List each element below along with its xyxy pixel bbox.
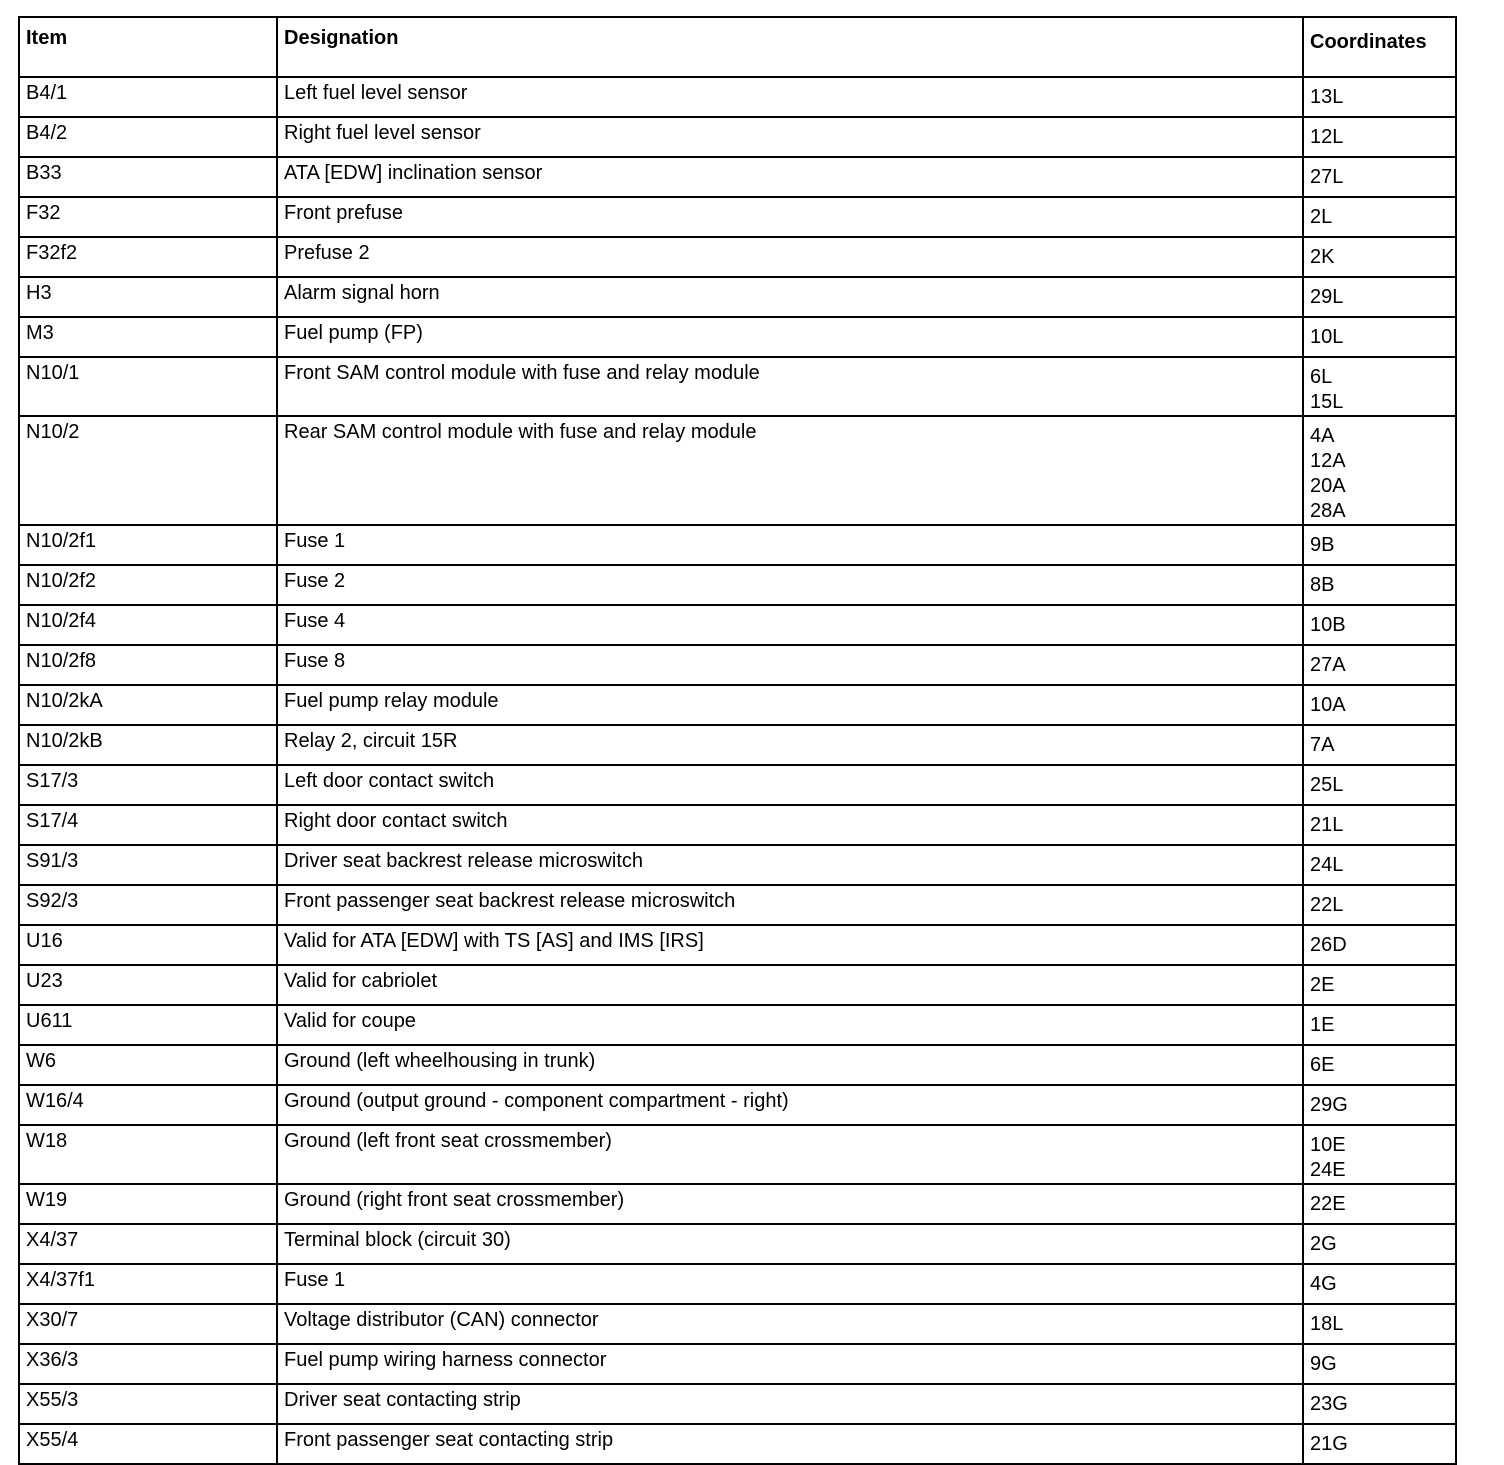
coordinates-cell	[1303, 885, 1456, 925]
coordinate-value: 21L	[1310, 814, 1344, 836]
item-cell: H3	[19, 277, 277, 317]
designation-cell: Fuse 2	[277, 565, 1303, 605]
coordinate-value: 8B	[1310, 574, 1335, 596]
coordinate-value: 27A	[1310, 654, 1346, 676]
item-cell: N10/2f8	[19, 645, 277, 685]
coordinate-value: 25L	[1310, 774, 1344, 796]
item-cell: X4/37	[19, 1224, 277, 1264]
component-legend-table	[18, 16, 1457, 1465]
table-row	[19, 416, 1456, 525]
table-row	[19, 1264, 1456, 1304]
table-row	[19, 1085, 1456, 1125]
coordinate-value: 12L	[1310, 126, 1344, 148]
coordinates-cell	[1303, 1085, 1456, 1125]
designation-cell: Voltage distributor (CAN) connector	[277, 1304, 1303, 1344]
designation-cell: Rear SAM control module with fuse and relay module	[277, 416, 1303, 525]
designation-cell: Ground (output ground - component compartment - right)	[277, 1085, 1303, 1125]
coordinates-cell	[1303, 925, 1456, 965]
designation-cell: Valid for coupe	[277, 1005, 1303, 1045]
designation-cell: Left door contact switch	[277, 765, 1303, 805]
coordinates-cell	[1303, 1424, 1456, 1464]
header-row	[19, 17, 1456, 77]
coordinate-value: 10E	[1310, 1134, 1346, 1156]
coordinate-value: 29L	[1310, 286, 1344, 308]
designation-cell: Fuse 4	[277, 605, 1303, 645]
coordinate-value: 29G	[1310, 1094, 1348, 1116]
coordinate-value: 7A	[1310, 734, 1335, 756]
table-row	[19, 1424, 1456, 1464]
table-row	[19, 1184, 1456, 1224]
coordinates-cell	[1303, 1125, 1456, 1184]
table-row	[19, 845, 1456, 885]
coordinate-value: 12A	[1310, 450, 1346, 472]
coordinates-cell	[1303, 237, 1456, 277]
coordinates-cell	[1303, 117, 1456, 157]
item-cell: X4/37f1	[19, 1264, 277, 1304]
coordinates-column-header: Coordinates	[1303, 17, 1456, 77]
designation-cell: Front SAM control module with fuse and relay module	[277, 357, 1303, 416]
table-row	[19, 1045, 1456, 1085]
coordinates-cell	[1303, 1005, 1456, 1045]
coordinates-cell	[1303, 685, 1456, 725]
coordinate-value: 24L	[1310, 854, 1344, 876]
item-cell: B4/1	[19, 77, 277, 117]
coordinate-value: 10B	[1310, 614, 1346, 636]
coordinates-cell	[1303, 765, 1456, 805]
designation-column-header: Designation	[277, 17, 1303, 77]
item-cell: X36/3	[19, 1344, 277, 1384]
designation-cell: Front passenger seat contacting strip	[277, 1424, 1303, 1464]
table-row	[19, 645, 1456, 685]
coordinate-value: 13L	[1310, 86, 1344, 108]
coordinate-value: 10A	[1310, 694, 1346, 716]
designation-cell: Right door contact switch	[277, 805, 1303, 845]
table-row	[19, 1384, 1456, 1424]
item-cell: S92/3	[19, 885, 277, 925]
item-cell: X30/7	[19, 1304, 277, 1344]
coordinate-value: 1E	[1310, 1014, 1335, 1036]
table-row	[19, 357, 1456, 416]
designation-cell: Ground (right front seat crossmember)	[277, 1184, 1303, 1224]
designation-cell: Driver seat backrest release microswitch	[277, 845, 1303, 885]
coordinates-cell	[1303, 565, 1456, 605]
table-row	[19, 685, 1456, 725]
designation-cell: Right fuel level sensor	[277, 117, 1303, 157]
coordinates-cell	[1303, 1304, 1456, 1344]
coordinate-value: 20A	[1310, 475, 1346, 497]
table-row	[19, 117, 1456, 157]
coordinate-value: 22L	[1310, 894, 1344, 916]
coordinate-value: 2E	[1310, 974, 1335, 996]
item-cell: B33	[19, 157, 277, 197]
coordinates-cell	[1303, 1264, 1456, 1304]
item-cell: S17/3	[19, 765, 277, 805]
coordinate-value: 26D	[1310, 934, 1347, 956]
designation-cell: Fuse 8	[277, 645, 1303, 685]
coordinate-value: 6L	[1310, 366, 1333, 388]
table-row	[19, 725, 1456, 765]
item-cell: W16/4	[19, 1085, 277, 1125]
item-cell: N10/2kA	[19, 685, 277, 725]
designation-cell: Valid for ATA [EDW] with TS [AS] and IMS [IRS]	[277, 925, 1303, 965]
designation-cell: Fuel pump relay module	[277, 685, 1303, 725]
coordinate-value: 24E	[1310, 1159, 1346, 1181]
item-cell: S91/3	[19, 845, 277, 885]
item-cell: U23	[19, 965, 277, 1005]
table-row	[19, 1224, 1456, 1264]
designation-cell: Ground (left wheelhousing in trunk)	[277, 1045, 1303, 1085]
item-cell: N10/2f2	[19, 565, 277, 605]
item-cell: B4/2	[19, 117, 277, 157]
coordinate-value: 15L	[1310, 391, 1344, 413]
coordinate-value: 21G	[1310, 1433, 1348, 1455]
coordinates-cell	[1303, 317, 1456, 357]
coordinates-cell	[1303, 1224, 1456, 1264]
table-row	[19, 965, 1456, 1005]
coordinates-cell	[1303, 416, 1456, 525]
table-row	[19, 157, 1456, 197]
designation-cell: Fuel pump wiring harness connector	[277, 1344, 1303, 1384]
coordinate-value: 10L	[1310, 326, 1344, 348]
coordinates-cell	[1303, 1045, 1456, 1085]
designation-cell: ATA [EDW] inclination sensor	[277, 157, 1303, 197]
coordinate-value: 9G	[1310, 1353, 1337, 1375]
designation-cell: Fuse 1	[277, 525, 1303, 565]
table-row	[19, 565, 1456, 605]
table-row	[19, 885, 1456, 925]
coordinates-cell	[1303, 605, 1456, 645]
coordinate-value: 27L	[1310, 166, 1344, 188]
table-row	[19, 605, 1456, 645]
coordinates-cell	[1303, 805, 1456, 845]
table-row	[19, 1125, 1456, 1184]
designation-cell: Fuel pump (FP)	[277, 317, 1303, 357]
item-cell: N10/2	[19, 416, 277, 525]
table-header	[19, 17, 1456, 77]
coordinates-cell	[1303, 1184, 1456, 1224]
coordinate-value: 23G	[1310, 1393, 1348, 1415]
coordinate-value: 2L	[1310, 206, 1333, 228]
coordinates-cell	[1303, 197, 1456, 237]
table-body	[19, 77, 1456, 1464]
coordinate-value: 18L	[1310, 1313, 1344, 1335]
coordinates-cell	[1303, 1344, 1456, 1384]
coordinate-value: 28A	[1310, 500, 1346, 522]
table-row	[19, 525, 1456, 565]
item-cell: W18	[19, 1125, 277, 1184]
table-row	[19, 1304, 1456, 1344]
coordinates-cell	[1303, 725, 1456, 765]
designation-cell: Left fuel level sensor	[277, 77, 1303, 117]
coordinate-value: 2G	[1310, 1233, 1337, 1255]
item-cell: S17/4	[19, 805, 277, 845]
coordinates-cell	[1303, 77, 1456, 117]
designation-cell: Relay 2, circuit 15R	[277, 725, 1303, 765]
coordinate-value: 2K	[1310, 246, 1335, 268]
table-row	[19, 1005, 1456, 1045]
table-row	[19, 237, 1456, 277]
designation-cell: Driver seat contacting strip	[277, 1384, 1303, 1424]
table-row	[19, 765, 1456, 805]
item-cell: U611	[19, 1005, 277, 1045]
item-cell: W19	[19, 1184, 277, 1224]
item-cell: N10/2kB	[19, 725, 277, 765]
item-cell: U16	[19, 925, 277, 965]
coordinates-cell	[1303, 157, 1456, 197]
designation-cell: Valid for cabriolet	[277, 965, 1303, 1005]
item-cell: N10/1	[19, 357, 277, 416]
designation-cell: Fuse 1	[277, 1264, 1303, 1304]
designation-cell: Prefuse 2	[277, 237, 1303, 277]
coordinates-cell	[1303, 277, 1456, 317]
table-row	[19, 77, 1456, 117]
coordinates-cell	[1303, 357, 1456, 416]
coordinate-value: 4A	[1310, 425, 1335, 447]
item-cell: X55/4	[19, 1424, 277, 1464]
item-cell: N10/2f1	[19, 525, 277, 565]
coordinates-cell	[1303, 845, 1456, 885]
table-row	[19, 1344, 1456, 1384]
designation-cell: Alarm signal horn	[277, 277, 1303, 317]
designation-cell: Front prefuse	[277, 197, 1303, 237]
coordinates-cell	[1303, 965, 1456, 1005]
table-row	[19, 317, 1456, 357]
item-cell: N10/2f4	[19, 605, 277, 645]
item-cell: W6	[19, 1045, 277, 1085]
item-cell: F32f2	[19, 237, 277, 277]
coordinates-cell	[1303, 645, 1456, 685]
designation-cell: Terminal block (circuit 30)	[277, 1224, 1303, 1264]
table-row	[19, 805, 1456, 845]
coordinates-cell	[1303, 525, 1456, 565]
designation-cell: Front passenger seat backrest release microswitch	[277, 885, 1303, 925]
item-column-header: Item	[19, 17, 277, 77]
item-cell: M3	[19, 317, 277, 357]
table-row	[19, 925, 1456, 965]
coordinates-cell	[1303, 1384, 1456, 1424]
table-row	[19, 277, 1456, 317]
table-row	[19, 197, 1456, 237]
designation-cell: Ground (left front seat crossmember)	[277, 1125, 1303, 1184]
component-legend-document	[18, 16, 1455, 1465]
item-cell: F32	[19, 197, 277, 237]
coordinate-value: 22E	[1310, 1193, 1346, 1215]
coordinate-value: 6E	[1310, 1054, 1335, 1076]
coordinate-value: 9B	[1310, 534, 1335, 556]
item-cell: X55/3	[19, 1384, 277, 1424]
coordinate-value: 4G	[1310, 1273, 1337, 1295]
